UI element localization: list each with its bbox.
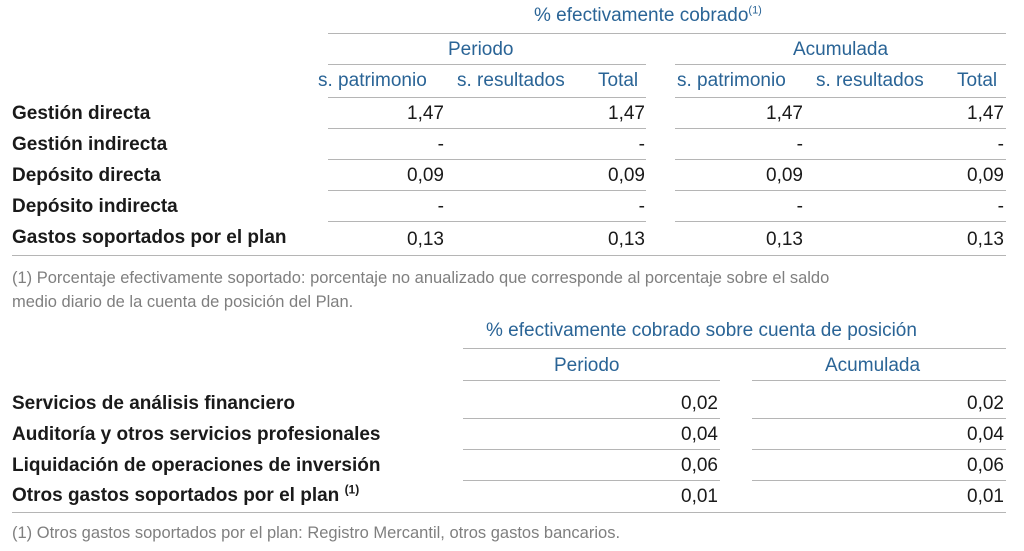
cell: - <box>437 134 444 155</box>
row-rule <box>752 449 1006 450</box>
cell: 0,13 <box>766 229 803 250</box>
row-label-gastos-soportados: Gastos soportados por el plan <box>12 227 287 248</box>
cell: - <box>437 196 444 217</box>
row-rule <box>328 159 646 160</box>
cell: 0,01 <box>967 486 1004 507</box>
table1-footnote-line1: (1) Porcentaje efectivamente soportado: porcentaje no anualizado que corresponde al porcentaje sobre el saldo <box>12 269 830 287</box>
otros-gastos-footnote-ref: (1) <box>344 482 360 497</box>
table2-footnote: (1) Otros gastos soportados por el plan: Registro Mercantil, otros gastos bancarios. <box>12 524 621 542</box>
row-rule <box>463 480 720 481</box>
table1-bottom-rule <box>12 255 1006 256</box>
table1-group-rule-acumulada <box>675 64 1006 65</box>
cell: 0,09 <box>766 165 803 186</box>
row-label-analisis-financiero: Servicios de análisis financiero <box>12 393 296 414</box>
table2-title-rule <box>463 348 1006 349</box>
cell: - <box>638 196 645 217</box>
cell: 0,13 <box>407 229 444 250</box>
row-rule <box>463 449 720 450</box>
row-rule <box>675 128 1006 129</box>
cell: - <box>997 134 1004 155</box>
table1-header-rule-periodo <box>328 97 646 98</box>
cell: 0,04 <box>681 424 718 445</box>
row-label-gestion-indirecta: Gestión indirecta <box>12 134 168 155</box>
row-label-deposito-directa: Depósito directa <box>12 165 161 186</box>
table1-header-rule-acumulada <box>675 97 1006 98</box>
cell: 0,13 <box>967 229 1004 250</box>
row-label-liquidacion: Liquidación de operaciones de inversión <box>12 455 381 476</box>
col-header-total-acumulada: Total <box>957 70 998 91</box>
table2-title: % efectivamente cobrado sobre cuenta de posición <box>486 320 917 341</box>
row-rule <box>675 190 1006 191</box>
col-header-total-periodo: Total <box>598 70 639 91</box>
row-label-auditoria: Auditoría y otros servicios profesionales <box>12 424 381 445</box>
cell: - <box>796 196 803 217</box>
row-label-otros-gastos: Otros gastos soportados por el plan $^{(1)}$ <box>12 482 360 506</box>
cell: 0,06 <box>967 455 1004 476</box>
cell: 1,47 <box>766 103 803 124</box>
table1-group-periodo: Periodo <box>448 39 514 60</box>
cell: 1,47 <box>608 103 645 124</box>
table1-group-acumulada: Acumulada <box>793 39 889 60</box>
table1-group-rule-periodo <box>328 64 646 65</box>
cell: 0,09 <box>608 165 645 186</box>
cell: 0,04 <box>967 424 1004 445</box>
row-rule <box>463 418 720 419</box>
cell: 1,47 <box>967 103 1004 124</box>
cell: 0,09 <box>407 165 444 186</box>
col-header-resultados-periodo: s. resultados <box>457 70 565 91</box>
cell: 0,06 <box>681 455 718 476</box>
table1-footnote-line2: medio diario de la cuenta de posición del Plan. <box>12 293 354 311</box>
cell: 0,02 <box>967 393 1004 414</box>
cell: - <box>796 134 803 155</box>
col-header-patrimonio-acumulada: s. patrimonio <box>677 70 786 91</box>
row-rule <box>328 190 646 191</box>
cell: 1,47 <box>407 103 444 124</box>
row-rule <box>328 221 646 222</box>
table1-title-rule <box>328 33 1006 34</box>
cell: 0,01 <box>681 486 718 507</box>
cell: 0,09 <box>967 165 1004 186</box>
table2-group-periodo: Periodo <box>554 355 620 376</box>
col-header-patrimonio-periodo: s. patrimonio <box>318 70 427 91</box>
cell: - <box>997 196 1004 217</box>
row-rule <box>675 159 1006 160</box>
table2-group-rule-acumulada <box>752 380 1006 381</box>
row-rule <box>675 221 1006 222</box>
cell: 0,02 <box>681 393 718 414</box>
row-rule <box>752 480 1006 481</box>
table1-title-footnote-ref: (1) <box>748 4 762 17</box>
row-label-gestion-directa: Gestión directa <box>12 103 151 124</box>
row-label-deposito-indirecta: Depósito indirecta <box>12 196 178 217</box>
table1-title: % efectivamente cobrado$^{(1)}$ <box>534 4 762 26</box>
cell: 0,13 <box>608 229 645 250</box>
table2-group-acumulada: Acumulada <box>825 355 921 376</box>
table2-group-rule-periodo <box>463 380 720 381</box>
row-rule <box>752 418 1006 419</box>
table2-bottom-rule <box>12 512 1006 513</box>
cell: - <box>638 134 645 155</box>
col-header-resultados-acumulada: s. resultados <box>816 70 924 91</box>
row-rule <box>328 128 646 129</box>
